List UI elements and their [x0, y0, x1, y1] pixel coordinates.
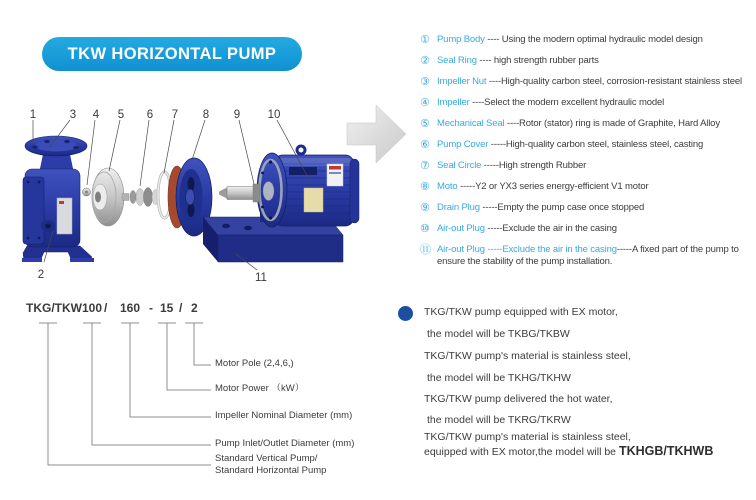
part-item-3: ③ Impeller Nut ----High-quality carbon steel, corrosion-resistant stainless steel: [420, 75, 742, 88]
label-motor-pole: Motor Pole (2,4,6,): [215, 358, 294, 369]
pump-body-figure: [22, 136, 94, 262]
callout-2: 2: [37, 269, 45, 281]
circled-number-icon: ②: [420, 54, 430, 67]
circled-number-icon: ⑩: [420, 222, 430, 235]
part-item-2: ② Seal Ring ---- high strength rubber parts: [420, 54, 599, 67]
motor-figure: [219, 146, 359, 227]
callout-6: 6: [146, 109, 154, 121]
callout-10: 10: [267, 109, 281, 121]
label-standard-line1: Standard Vertical Pump/: [215, 453, 318, 464]
circled-number-icon: ①: [420, 33, 430, 46]
model-code-sep1: /: [104, 301, 108, 315]
label-standard-pump: [215, 453, 326, 477]
callout-7: 7: [171, 109, 179, 121]
model-code-series: TKG/TKW: [26, 301, 82, 315]
callout-11: 11: [255, 272, 267, 284]
model-code-pole: 2: [191, 301, 198, 315]
part-item-1: ① Pump Body ---- Using the modern optimal hydraulic model design: [420, 33, 703, 46]
part-item-7: ⑦ Seal Circle -----High strength Rubber: [420, 159, 587, 172]
callout-1: 1: [29, 109, 37, 121]
note-1-line2: the model will be TKBG/TKBW: [427, 328, 570, 340]
note-3-line2: the model will be TKRG/TKRW: [427, 414, 571, 426]
model-code-impeller: 160: [120, 301, 141, 315]
part-item-4: ④ Impeller ----Select the modern excellent hydraulic model: [420, 96, 665, 109]
callout-4: 4: [92, 109, 100, 121]
part-item-8: ⑧ Moto -----Y2 or YX3 series energy-efficient V1 motor: [420, 180, 649, 193]
note-4-line1: TKG/TKW pump's material is stainless steel,: [424, 431, 631, 443]
label-inlet-outlet: Pump Inlet/Outlet Diameter (mm): [215, 438, 355, 449]
note-3-line1: TKG/TKW pump delivered the hot water,: [424, 393, 613, 405]
impeller-figure: [92, 168, 129, 226]
bullet-dot-icon: [398, 306, 413, 321]
part-item-11: ⑪ Air-out Plug -----Exclude the air in the casing-----A fixed part of the pump to ensure the stability of the pump installation.: [420, 243, 739, 267]
circled-number-icon: ⑤: [420, 117, 430, 130]
model-code-sep3: /: [179, 301, 183, 315]
circled-number-icon: ⑥: [420, 138, 430, 151]
parts-list: [420, 34, 754, 277]
label-standard-line2: Standard Horizontal Pump: [215, 465, 327, 476]
model-code-connector-lines: [0, 310, 400, 500]
callout-9: 9: [233, 109, 241, 121]
note-1-line1: TKG/TKW pump equipped with EX motor,: [424, 306, 618, 318]
part-item-9: ⑨ Drain Plug -----Empty the pump case once stopped: [420, 201, 645, 214]
label-motor-power: Motor Power （kW）: [215, 383, 305, 394]
mechanical-seal-figure: [130, 188, 159, 207]
circled-number-icon: ⑨: [420, 201, 430, 214]
part-item-10: ⑩ Air-out Plug -----Exclude the air in the casing: [420, 222, 617, 235]
circled-number-icon: ③: [420, 75, 430, 88]
pump-exploded-diagram: [10, 98, 410, 303]
callout-3: 3: [69, 109, 77, 121]
model-code-inlet: 100: [82, 301, 103, 315]
part-item-5: ⑤ Mechanical Seal ----Rotor (stator) ring is made of Graphite, Hard Alloy: [420, 117, 720, 130]
circled-number-icon: ⑪: [420, 243, 431, 256]
model-code-sep2: -: [149, 301, 153, 315]
part-item-6: ⑥ Pump Cover -----High-quality carbon steel, stainless steel, casting: [420, 138, 704, 151]
circled-number-icon: ⑦: [420, 159, 430, 172]
label-impeller-diameter: Impeller Nominal Diameter (mm): [215, 410, 353, 421]
right-arrow-icon: [347, 105, 406, 163]
note-2-line2: the model will be TKHG/TKHW: [427, 372, 571, 384]
note-4-line2: equipped with EX motor,the model will be TKHGB/TKHWB: [424, 444, 714, 458]
impeller-nut-figure: [83, 188, 91, 196]
page-title: TKW HORIZONTAL PUMP: [42, 37, 302, 71]
circled-number-icon: ⑧: [420, 180, 430, 193]
circled-number-icon: ④: [420, 96, 430, 109]
note-4-model: TKHGB/TKHWB: [618, 444, 714, 458]
note-2-line1: TKG/TKW pump's material is stainless steel,: [424, 350, 631, 362]
model-code-power: 15: [160, 301, 174, 315]
callout-8: 8: [202, 109, 210, 121]
callout-5: 5: [117, 109, 125, 121]
